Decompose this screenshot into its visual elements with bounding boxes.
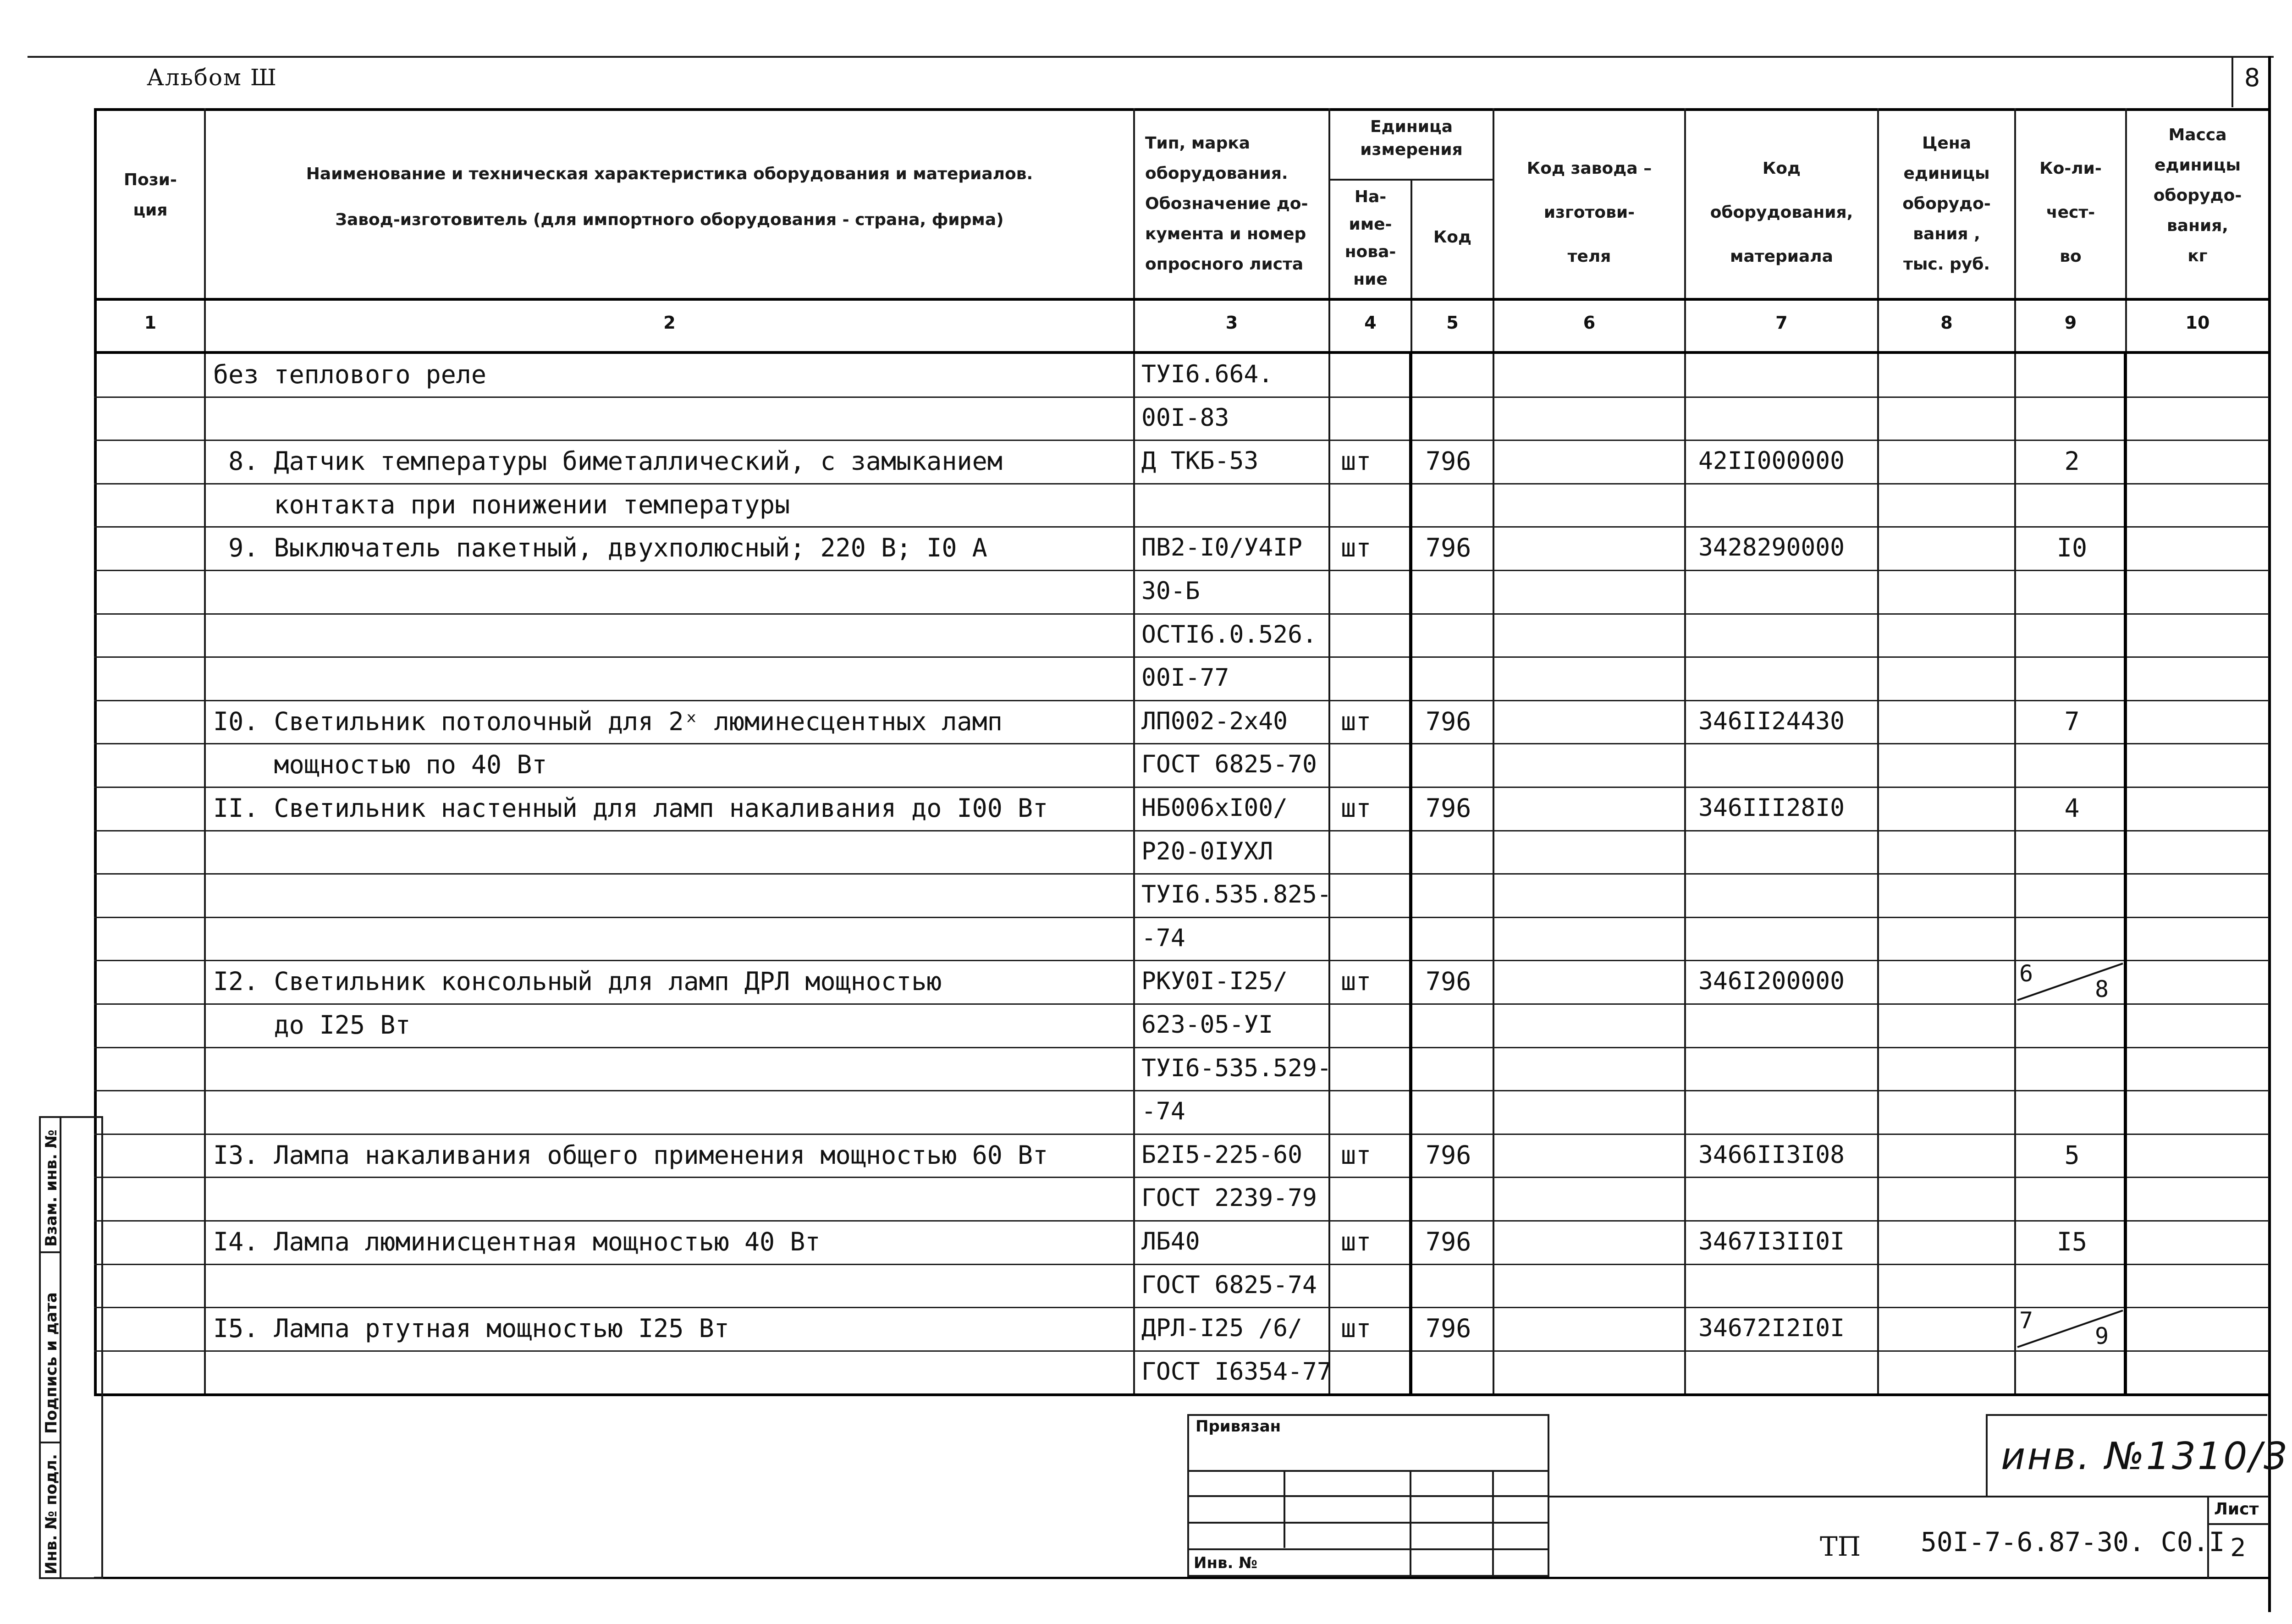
cell-c5: 796 xyxy=(1426,1314,1471,1343)
header-col1: Пози- ция xyxy=(124,171,177,220)
cell-c9a: 6 xyxy=(2019,960,2033,987)
header-col5: Код xyxy=(1433,228,1472,247)
cell-c3: ПВ2-I0/У4IP xyxy=(1141,534,1302,562)
cell-c3: 00I-83 xyxy=(1141,404,1229,432)
table-right-border xyxy=(2268,56,2271,1612)
cell-c9: 4 xyxy=(2064,793,2080,823)
cell-c3: Д ТКБ-53 xyxy=(1141,447,1259,475)
cell-c3: Р20-0IУХЛ xyxy=(1141,837,1273,865)
cell-c4: шт xyxy=(1341,533,1372,562)
body-block-right xyxy=(2124,352,2127,1395)
cell-c5: 796 xyxy=(1426,533,1471,562)
side-vzam: Взам. инв. № xyxy=(42,1129,61,1247)
header-col8: Цена единицы оборудо- вания , тыс. руб. xyxy=(1902,134,1991,274)
header-col10: Масса единицы оборудо- вания, кг xyxy=(2153,126,2242,265)
cell-c3: ЛП002-2х40 xyxy=(1141,707,1288,735)
body-block-left xyxy=(1409,352,1412,1395)
table-bottom-border xyxy=(94,1393,2269,1396)
inv-no-label: Инв. № xyxy=(1194,1554,1258,1572)
cell-c2: контакта при понижении температуры xyxy=(213,490,790,519)
cell-c2: I5. Лампа ртутная мощностью I25 Вт xyxy=(213,1314,729,1343)
colnum-1: 1 xyxy=(144,313,157,333)
cell-c9b: 9 xyxy=(2095,1323,2109,1349)
cell-c7: 346I200000 xyxy=(1698,967,1845,995)
table-top-border xyxy=(94,108,2269,111)
col-line-3 xyxy=(1133,108,1135,1395)
top-rule xyxy=(28,56,2274,58)
cell-c3: 623-05-УI xyxy=(1141,1011,1273,1039)
cell-c3: ГОСТ 2239-79 xyxy=(1141,1184,1317,1212)
cell-c5: 796 xyxy=(1426,967,1471,996)
colnum-9: 9 xyxy=(2064,313,2077,333)
cell-c9b: 8 xyxy=(2095,976,2109,1002)
side-inv-podl: Инв. № подл. xyxy=(42,1453,61,1574)
cell-c3: НБ006хI00/ xyxy=(1141,794,1288,822)
header-col9: Ко-ли- чест- во xyxy=(2039,159,2102,266)
privyazan-col-1 xyxy=(1284,1470,1285,1548)
stamp-bottom-line xyxy=(94,1577,2269,1579)
colnum-8: 8 xyxy=(1940,313,1953,333)
cell-c3: ДРЛ-I25 /6/ xyxy=(1141,1314,1302,1342)
privyazan-col-2 xyxy=(1410,1470,1411,1577)
header-bottom-line xyxy=(94,298,2269,301)
colnum-10: 10 xyxy=(2185,313,2210,333)
cell-c5: 796 xyxy=(1426,707,1471,736)
cell-c2: 9. Выключатель пакетный, двухполюсный; 220 В; I0 А xyxy=(213,533,987,562)
header-unit-group: Единица измерения xyxy=(1360,117,1463,159)
cell-c2: до I25 Вт xyxy=(213,1010,411,1040)
cell-c2: I2. Светильник консольный для ламп ДРЛ мощностью xyxy=(213,967,942,996)
cell-c3: -74 xyxy=(1141,924,1185,952)
colnum-3: 3 xyxy=(1225,313,1238,333)
cell-c9a: 7 xyxy=(2019,1307,2033,1334)
cell-c7: 3428290000 xyxy=(1698,534,1845,562)
cell-c4: шт xyxy=(1341,793,1372,823)
cell-c3: РКУ0I-I25/ xyxy=(1141,967,1288,995)
side-stamp-line-2 xyxy=(39,1442,61,1443)
cell-c9: I5 xyxy=(2056,1227,2088,1256)
cell-c7: 346II24430 xyxy=(1698,707,1845,735)
privyazan-row-2 xyxy=(1187,1495,1549,1497)
colnum-5: 5 xyxy=(1446,313,1459,333)
colnum-6: 6 xyxy=(1583,313,1596,333)
cell-c3: ГОСТ I6354-77 xyxy=(1141,1358,1332,1386)
cell-c9: 5 xyxy=(2064,1140,2080,1170)
cell-c2: без теплового реле xyxy=(213,360,487,389)
list-box-mid xyxy=(2207,1523,2269,1525)
privyazan-label: Привязан xyxy=(1196,1417,1281,1436)
cell-c3: ЛБ40 xyxy=(1141,1228,1200,1255)
cell-c3: ГОСТ 6825-74 xyxy=(1141,1271,1317,1299)
cell-c5: 796 xyxy=(1426,793,1471,823)
cell-c7: 3466II3I08 xyxy=(1698,1141,1845,1169)
cell-c3: ТУI6.535.825- xyxy=(1141,881,1332,908)
colnum-2: 2 xyxy=(663,313,676,333)
col-line-6 xyxy=(1493,108,1494,1395)
privyazan-row-3 xyxy=(1187,1522,1549,1524)
cell-c2: II. Светильник настенный для ламп накаливания до I00 Вт xyxy=(213,793,1048,823)
cell-c7: 34672I2I0I xyxy=(1698,1314,1845,1342)
colnum-7: 7 xyxy=(1775,313,1788,333)
cell-c2: I3. Лампа накаливания общего применения мощностью 60 Вт xyxy=(213,1140,1048,1170)
cell-c4: шт xyxy=(1341,446,1372,476)
colnum-4: 4 xyxy=(1364,313,1377,333)
cell-c4: шт xyxy=(1341,967,1372,996)
col-line-9 xyxy=(2014,108,2016,1395)
list-label: Лист xyxy=(2214,1500,2259,1519)
cell-c4: шт xyxy=(1341,1314,1372,1343)
privyazan-row-1 xyxy=(1187,1470,1549,1472)
header-col6: Код завода – изготови- теля xyxy=(1526,159,1652,266)
cell-c2: 8. Датчик температуры биметаллический, с замыканием xyxy=(213,446,1003,476)
header-col4: На- име- нова- ние xyxy=(1344,187,1396,289)
fraction-diagonal xyxy=(2015,960,2125,1003)
cell-c5: 796 xyxy=(1426,1140,1471,1170)
cell-c3: ОСТI6.0.526. xyxy=(1141,621,1317,649)
cell-c5: 796 xyxy=(1426,446,1471,476)
cell-c2: I0. Светильник потолочный для 2ˣ люминесцентных ламп xyxy=(213,707,1003,736)
cell-c3: ГОСТ 6825-70 xyxy=(1141,750,1317,778)
cell-c7: 346III28I0 xyxy=(1698,794,1845,822)
cell-c9: I0 xyxy=(2056,533,2088,562)
cell-c3: Б2I5-225-60 xyxy=(1141,1141,1302,1169)
header-col2: Наименование и техническая характеристика оборудования и материалов. Завод-изготовитель (для импортного оборудования - страна, фирма) xyxy=(306,165,1033,229)
cell-c3: 30-Б xyxy=(1141,577,1200,605)
cell-c5: 796 xyxy=(1426,1227,1471,1256)
header-col7: Код оборудования, материала xyxy=(1710,159,1853,266)
cell-c9: 7 xyxy=(2064,707,2080,736)
album-title: Альбом Ш xyxy=(147,64,277,91)
inventory-handwritten: инв. №1310/3 xyxy=(2001,1435,2290,1478)
unit-subheader-line xyxy=(1328,179,1493,181)
cell-c3: ТУI6.664. xyxy=(1141,360,1273,388)
col-line-7 xyxy=(1684,108,1686,1395)
cell-c4: шт xyxy=(1341,1140,1372,1170)
tp-label: ТП xyxy=(1820,1531,1861,1562)
col-line-8 xyxy=(1877,108,1879,1395)
list-number: 2 xyxy=(2230,1533,2246,1562)
cell-c3: 00I-77 xyxy=(1141,664,1229,692)
privyazan-col-3 xyxy=(1492,1470,1494,1577)
side-podpis: Подпись и дата xyxy=(42,1292,61,1434)
cell-c2: мощностью по 40 Вт xyxy=(213,750,547,779)
titleblock-top xyxy=(1549,1496,2269,1497)
cell-c2: I4. Лампа люминисцентная мощностью 40 Вт xyxy=(213,1227,821,1256)
page-number: 8 xyxy=(2244,63,2260,92)
cell-c7: 3467I3II0I xyxy=(1698,1228,1845,1255)
doc-code: 50I-7-6.87-30. С0.I xyxy=(1921,1526,2225,1558)
privyazan-row-4 xyxy=(1187,1548,1549,1550)
cell-c3: ТУI6-535.529- xyxy=(1141,1054,1332,1082)
cell-c7: 42II000000 xyxy=(1698,447,1845,475)
col-line-2 xyxy=(204,108,206,1395)
cell-c4: шт xyxy=(1341,707,1372,736)
side-stamp-line-1 xyxy=(39,1251,61,1253)
cell-c4: шт xyxy=(1341,1227,1372,1256)
header-col3: Тип, марка оборудования. Обозначение до- кумента и номер опросного листа xyxy=(1145,134,1308,274)
cell-c9: 2 xyxy=(2064,446,2080,476)
fraction-diagonal xyxy=(2015,1307,2125,1350)
cell-c3: -74 xyxy=(1141,1097,1185,1125)
col-line-4 xyxy=(1328,108,1330,1395)
